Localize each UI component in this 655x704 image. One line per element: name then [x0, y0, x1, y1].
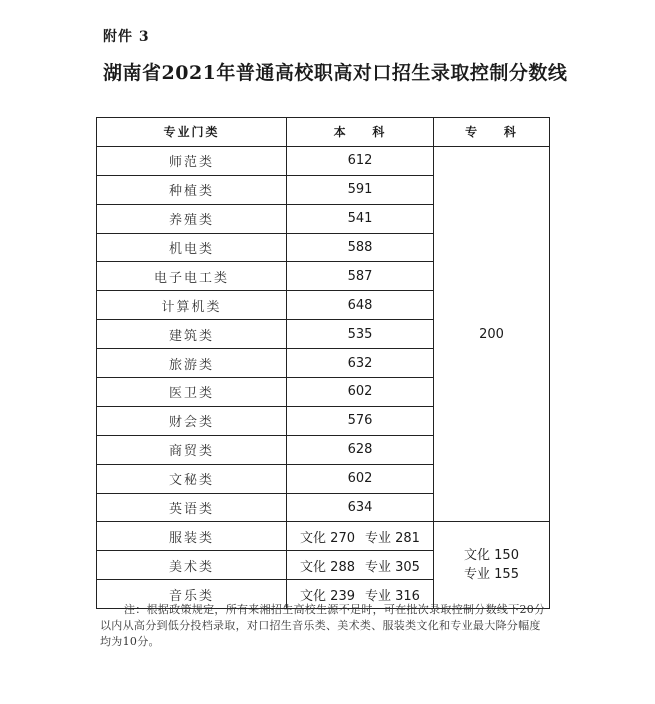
- undergrad-score-cell: 587: [287, 262, 434, 291]
- major-score: 专业 305: [365, 559, 420, 575]
- undergrad-score-cell: 588: [287, 233, 434, 262]
- category-cell: 医卫类: [97, 378, 287, 407]
- category-cell: 建筑类: [97, 320, 287, 349]
- vocational-general-score: 200: [434, 146, 550, 522]
- header-vocational: 专 科: [434, 118, 550, 147]
- category-cell: 种植类: [97, 175, 287, 204]
- vocational-art-major: 专业 155: [464, 567, 519, 583]
- category-cell: 旅游类: [97, 349, 287, 378]
- category-cell: 商贸类: [97, 435, 287, 464]
- undergrad-score-cell: 602: [287, 464, 434, 493]
- category-cell: 英语类: [97, 493, 287, 522]
- art-score-cell: [287, 522, 434, 551]
- header-undergrad: 本 科: [287, 118, 434, 147]
- undergrad-score-cell: 632: [287, 349, 434, 378]
- category-cell: 师范类: [97, 146, 287, 175]
- culture-score: 文化 288: [300, 559, 355, 575]
- undergrad-score-cell: 628: [287, 435, 434, 464]
- undergrad-score-cell: 591: [287, 175, 434, 204]
- table-row: [97, 522, 550, 551]
- undergrad-score-cell: 634: [287, 493, 434, 522]
- footnote: 注：根据政策规定，所有来湘招生高校生源不足时，可在批次录取控制分数线下20分以内从高分到低分投档录取，对口招生音乐类、美术类、服装类文化和专业最大降分幅度均为10分。: [100, 603, 546, 648]
- table-header-row: [97, 118, 550, 147]
- category-cell: 养殖类: [97, 204, 287, 233]
- undergrad-score-cell: 612: [287, 146, 434, 175]
- category-cell: 服装类: [97, 522, 287, 551]
- category-cell: 美术类: [97, 551, 287, 580]
- undergrad-score-cell: 648: [287, 291, 434, 320]
- category-cell: 机电类: [97, 233, 287, 262]
- undergrad-score-cell: 541: [287, 204, 434, 233]
- header-category: 专业门类: [97, 118, 287, 147]
- vocational-art-score: [434, 522, 550, 609]
- vocational-art-culture: 文化 150: [464, 548, 519, 564]
- art-score-cell: [287, 551, 434, 580]
- score-table: [96, 117, 550, 609]
- major-score: 专业 281: [365, 530, 420, 546]
- culture-score: 文化 239: [300, 588, 355, 604]
- undergrad-score-cell: 602: [287, 378, 434, 407]
- table-row: [97, 146, 550, 175]
- culture-score: 文化 270: [300, 530, 355, 546]
- category-cell: 计算机类: [97, 291, 287, 320]
- category-cell: 音乐类: [97, 580, 287, 609]
- major-score: 专业 316: [365, 588, 420, 604]
- category-cell: 文秘类: [97, 464, 287, 493]
- category-cell: 电子电工类: [97, 262, 287, 291]
- document-title: 湖南省2021年普通高校职高对口招生录取控制分数线: [103, 62, 568, 84]
- undergrad-score-cell: 535: [287, 320, 434, 349]
- attachment-label: 附件 3: [103, 29, 150, 45]
- category-cell: 财会类: [97, 406, 287, 435]
- undergrad-score-cell: 576: [287, 406, 434, 435]
